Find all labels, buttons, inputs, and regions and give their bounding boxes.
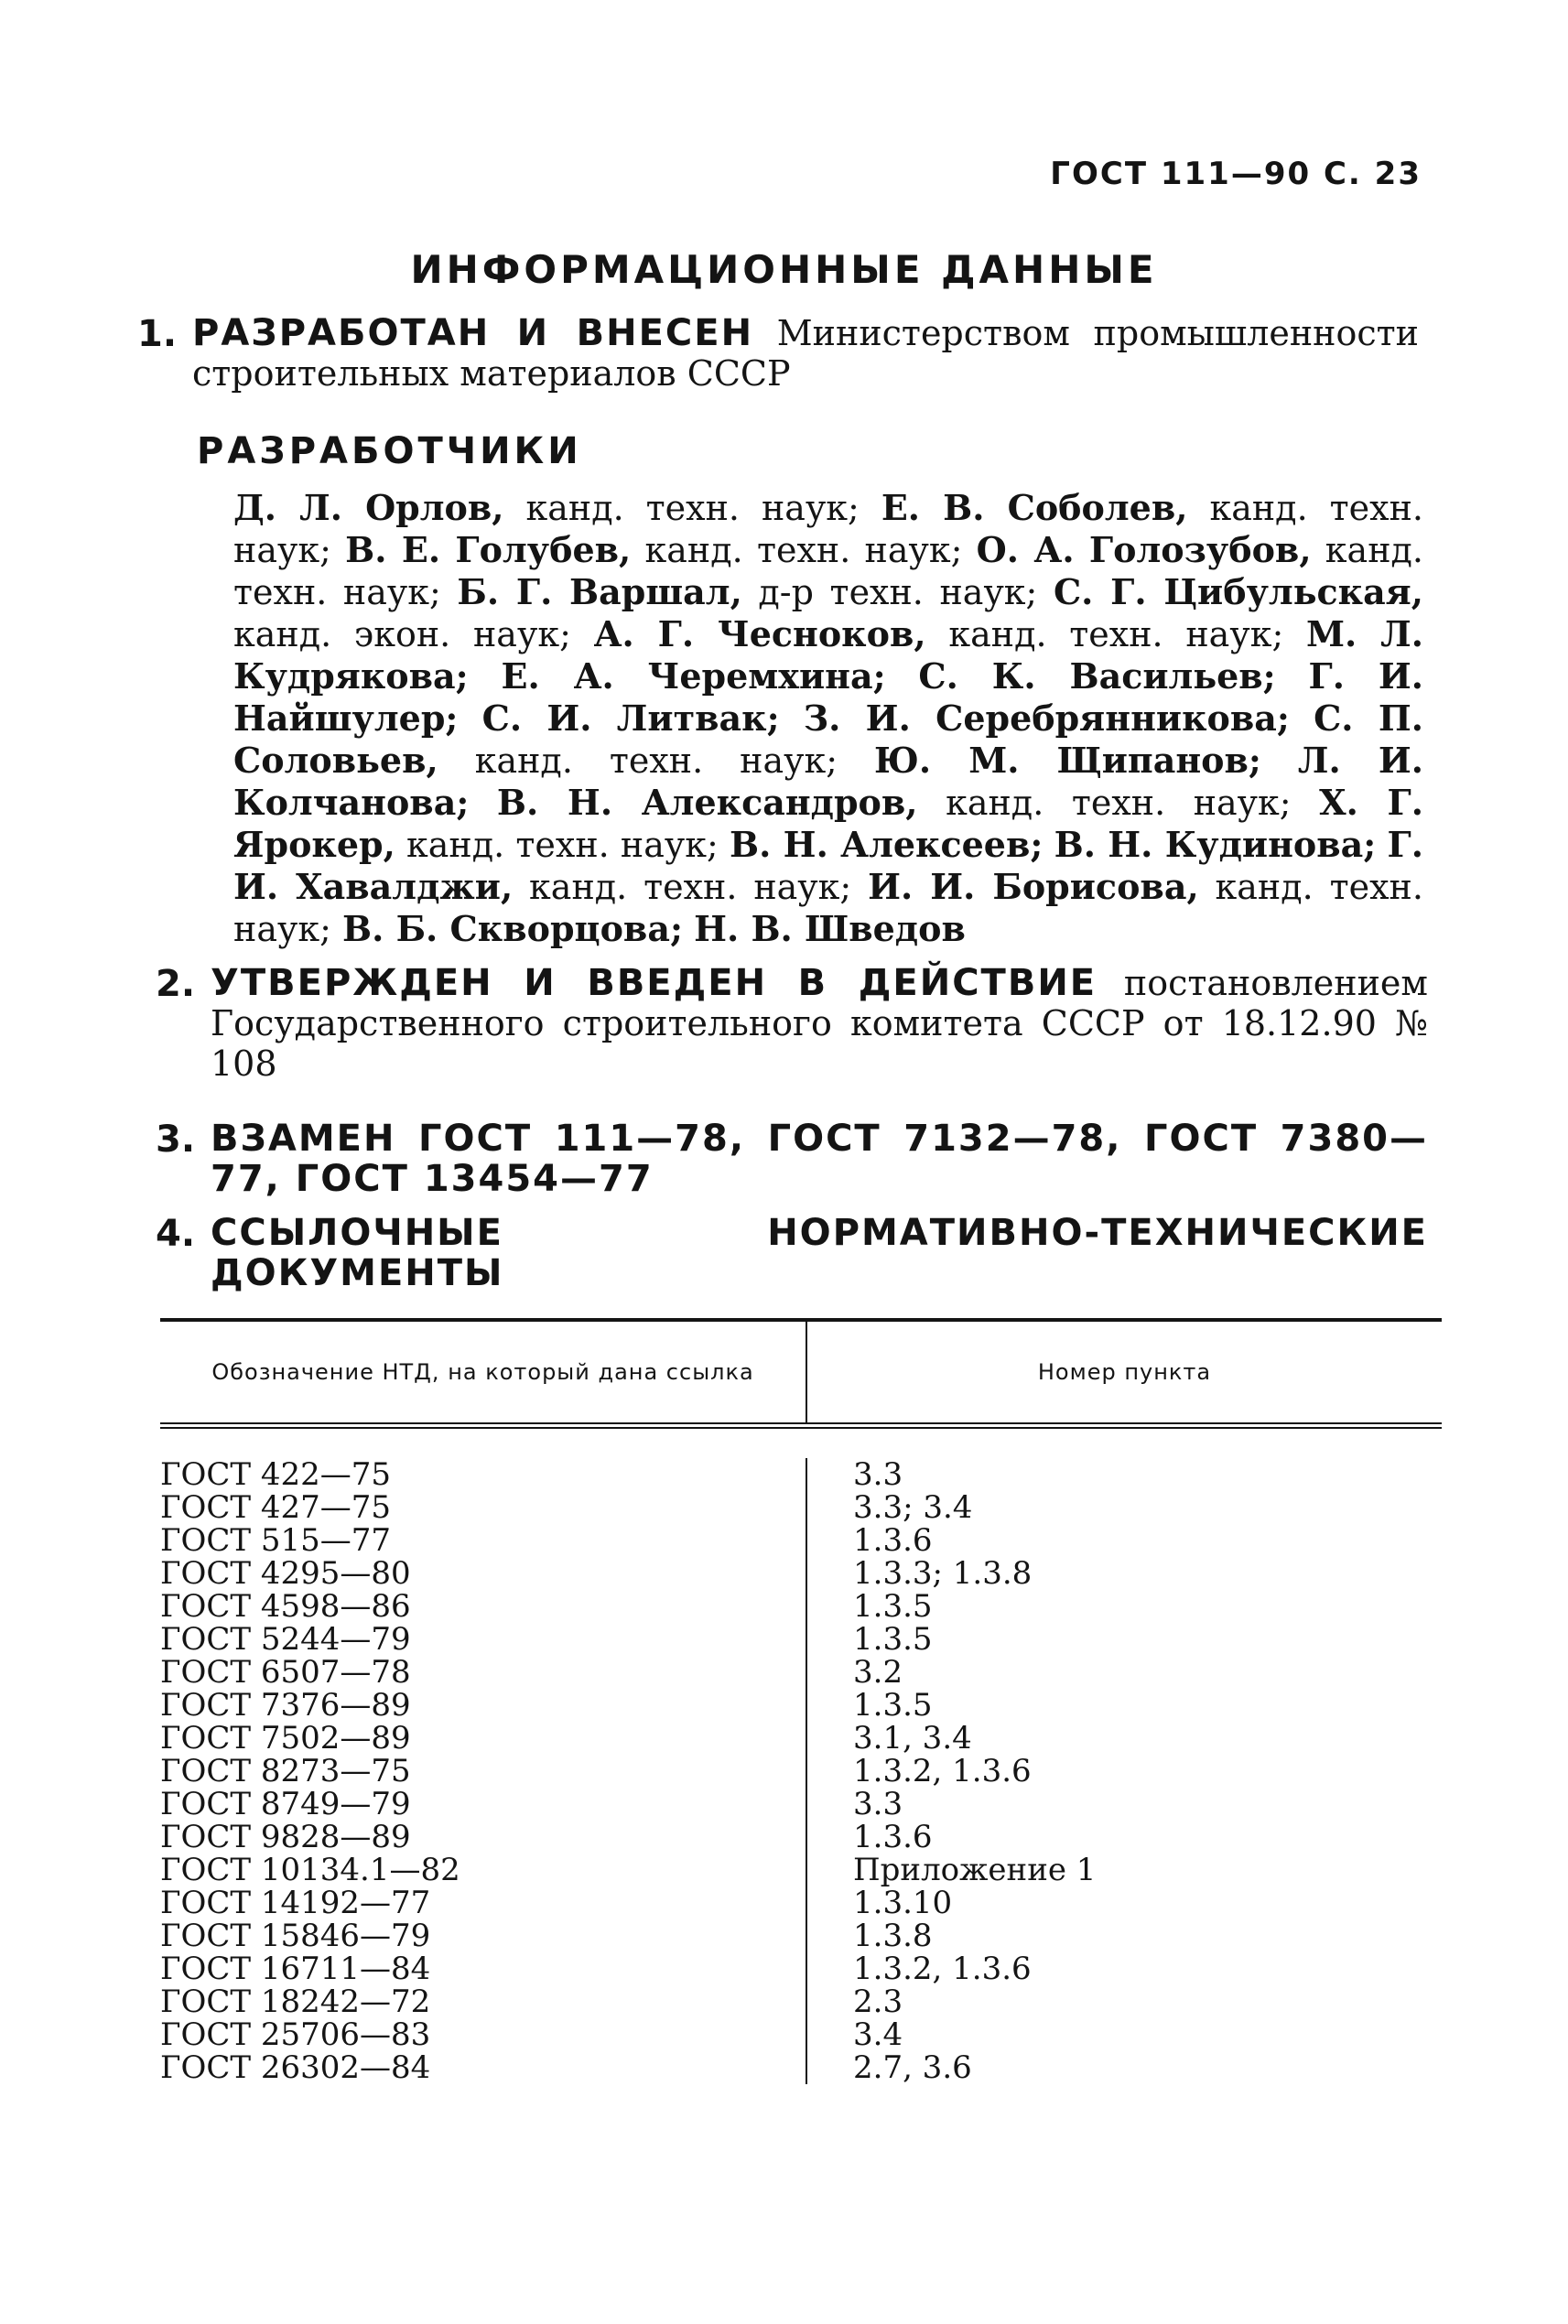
section-number: 4. — [156, 1213, 196, 1255]
section-1 — [137, 313, 1419, 394]
section-3 — [156, 1119, 1428, 1199]
table-cell-document: ГОСТ 515—77 — [160, 1522, 392, 1559]
developer-name: Л. И. Колчанова; — [233, 740, 1423, 823]
table-cell-document: ГОСТ 18242—72 — [160, 1984, 431, 2020]
table-cell-document: ГОСТ 5244—79 — [160, 1621, 411, 1658]
table-cell-document: ГОСТ 8749—79 — [160, 1786, 411, 1822]
table-cell-clause: 3.4 — [853, 2016, 903, 2053]
developer-name: Г. И. Найшулер; — [233, 655, 1423, 739]
table-cell-clause: 1.3.5 — [853, 1588, 933, 1625]
developer-degree: канд. техн. наук; — [233, 488, 1423, 570]
table-cell-document: ГОСТ 7502—89 — [160, 1720, 411, 1757]
section-2 — [156, 963, 1428, 1084]
section-number: 1. — [137, 313, 178, 355]
section-heading: РАЗРАБОТАН И ВНЕСЕН — [192, 312, 754, 354]
section-heading: УТВЕРЖДЕН И ВВЕДЕН В ДЕЙСТВИЕ — [211, 962, 1098, 1004]
table-cell-document: ГОСТ 8273—75 — [160, 1753, 411, 1789]
page-header: ГОСТ 111—90 С. 23 — [1050, 156, 1422, 192]
references-table — [160, 1318, 1442, 2139]
developer-name: И. И. Борисова, — [868, 866, 1199, 907]
developer-name: А. Г. Чесноков, — [593, 613, 926, 654]
document-title: ИНФОРМАЦИОННЫЕ ДАННЫЕ — [410, 247, 1158, 292]
table-cell-document: ГОСТ 26302—84 — [160, 2049, 431, 2086]
developer-degree: канд. техн. наук; — [474, 740, 838, 781]
table-cell-document: ГОСТ 4598—86 — [160, 1588, 411, 1625]
column-header-document: Обозначение НТД, на который дана ссылка — [160, 1322, 807, 1422]
table-cell-document: ГОСТ 25706—83 — [160, 2016, 431, 2053]
developer-degree: канд. техн. наук; — [948, 614, 1284, 654]
table-cell-clause: 1.3.5 — [853, 1687, 933, 1724]
developer-name: М. Л. Кудрякова; — [233, 613, 1423, 697]
table-cell-document: ГОСТ 427—75 — [160, 1489, 392, 1526]
developer-name: З. И. Серебрянникова; — [803, 697, 1290, 739]
developer-degree: канд. техн. наук; — [529, 867, 852, 907]
developer-degree: канд. техн. наук; — [644, 530, 963, 570]
table-cell-clause: 3.2 — [853, 1654, 903, 1691]
table-cell-document: ГОСТ 4295—80 — [160, 1555, 411, 1592]
column-header-clause: Номер пункта — [1037, 1359, 1212, 1385]
table-cell-clause: 1.3.3; 1.3.8 — [853, 1555, 1033, 1592]
table-cell-clause: Приложение 1 — [853, 1852, 1097, 1888]
developer-degree: канд. техн. наук; — [233, 530, 1424, 612]
table-cell-document: ГОСТ 15846—79 — [160, 1918, 431, 1954]
table-cell-clause: 2.3 — [853, 1984, 903, 2020]
developer-degree: д-р техн. наук; — [758, 572, 1038, 612]
section-4 — [156, 1213, 1428, 1293]
table-cell-document: ГОСТ 10134.1—82 — [160, 1852, 460, 1888]
table-cell-document: ГОСТ 6507—78 — [160, 1654, 411, 1691]
developer-name: С. Г. Цибульская, — [1053, 571, 1423, 612]
section-heading: ССЫЛОЧНЫЕ НОРМАТИВНО-ТЕХНИЧЕСКИЕ ДОКУМЕНТЫ — [211, 1212, 1428, 1294]
developer-name: С. К. Васильев; — [918, 655, 1276, 697]
developer-degree: канд. техн. наук; — [233, 867, 1423, 949]
table-cell-clause: 1.3.2, 1.3.6 — [853, 1753, 1032, 1789]
table-cell-clause: 3.3 — [853, 1456, 903, 1493]
table-cell-document: ГОСТ 9828—89 — [160, 1819, 411, 1855]
developer-name: В. Н. Алексеев; — [730, 824, 1044, 865]
table-cell-clause: 1.3.10 — [853, 1885, 953, 1921]
developer-degree: канд. техн. наук; — [406, 825, 719, 865]
table-cell-clause: 1.3.8 — [853, 1918, 933, 1954]
table-cell-clause: 3.1, 3.4 — [853, 1720, 972, 1757]
section-text: Министерством промышленности строительных материалов СССР — [192, 313, 1419, 394]
developer-name: Н. В. Шведов — [694, 908, 966, 949]
developer-name: В. Н. Кудинова; — [1054, 824, 1377, 865]
table-cell-clause: 1.3.5 — [853, 1621, 933, 1658]
developer-name: Г. И. Хавалджи, — [233, 824, 1423, 907]
developer-name: Е. А. Черемхина; — [501, 655, 886, 697]
table-header — [160, 1322, 1442, 1422]
developers-list — [233, 487, 1423, 950]
developer-name: Ю. М. Щипанов; — [873, 740, 1261, 781]
section-text: постановлением Государственного строительного комитета СССР от 18.12.90 № 108 — [211, 963, 1428, 1084]
table-cell-clause: 1.3.6 — [853, 1819, 933, 1855]
developer-name: В. Е. Голубев, — [345, 529, 632, 570]
table-cell-clause: 1.3.6 — [853, 1522, 933, 1559]
table-cell-clause: 3.3 — [853, 1786, 903, 1822]
developer-name: Д. Л. Орлов, — [233, 487, 504, 528]
developer-name: Е. В. Соболев, — [881, 487, 1188, 528]
section-heading: ВЗАМЕН ГОСТ 111—78, ГОСТ 7132—78, ГОСТ 7380—77, ГОСТ 13454—77 — [211, 1118, 1428, 1200]
developer-name: Х. Г. Ярокер, — [233, 782, 1423, 865]
developer-name: В. Б. Скворцова; — [342, 908, 683, 949]
developer-name: С. П. Соловьев, — [233, 697, 1423, 781]
table-cell-document: ГОСТ 422—75 — [160, 1456, 392, 1493]
developer-name: С. И. Литвак; — [481, 697, 780, 739]
table-cell-document: ГОСТ 16711—84 — [160, 1951, 431, 1987]
table-header-rule — [160, 1422, 1442, 1429]
table-cell-clause: 2.7, 3.6 — [853, 2049, 972, 2086]
table-cell-clause: 3.3; 3.4 — [853, 1489, 973, 1526]
table-cell-document: ГОСТ 7376—89 — [160, 1687, 411, 1724]
developer-name: Б. Г. Варшал, — [457, 571, 742, 612]
developer-name: О. А. Голозубов, — [976, 529, 1312, 570]
section-number: 2. — [156, 963, 196, 1005]
section-number: 3. — [156, 1119, 196, 1161]
table-cell-document: ГОСТ 14192—77 — [160, 1885, 431, 1921]
developer-name: В. Н. Александров, — [496, 782, 918, 823]
developer-degree: канд. экон. наук; — [233, 614, 571, 654]
clause-column — [807, 1458, 1442, 2084]
table-cell-clause: 1.3.2, 1.3.6 — [853, 1951, 1032, 1987]
developer-degree: канд. техн. наук; — [946, 783, 1292, 823]
developer-degree: канд. техн. наук; — [525, 488, 860, 528]
document-column — [160, 1458, 807, 2084]
developers-heading: РАЗРАБОТЧИКИ — [197, 430, 582, 472]
